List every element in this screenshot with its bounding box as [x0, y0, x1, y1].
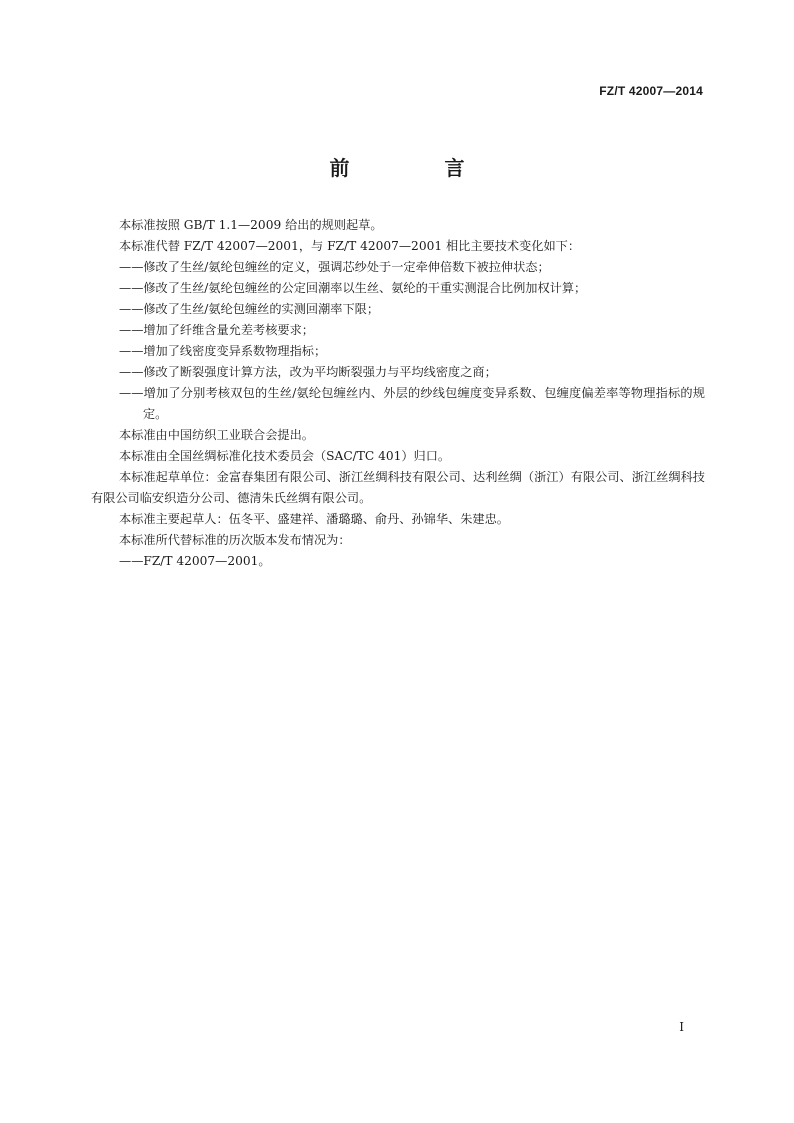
- list-item: ——修改了生丝/氨纶包缠丝的定义，强调芯纱处于一定牵伸倍数下被拉伸状态；: [119, 260, 550, 274]
- list-item: ——修改了断裂强度计算方法，改为平均断裂强力与平均线密度之商；: [119, 365, 497, 379]
- list-item: ——修改了生丝/氨纶包缠丝的公定回潮率以生丝、氨纶的干重实测混合比例加权计算；: [119, 281, 587, 295]
- standard-code: FZ/T 42007—2014: [599, 84, 703, 98]
- page-number: I: [679, 1020, 684, 1034]
- list-item: ——FZ/T 42007—2001。: [119, 554, 271, 568]
- paragraph-drafters: 本标准主要起草人：伍冬平、盛建祥、潘璐璐、俞丹、孙锦华、朱建忠。: [119, 512, 509, 526]
- paragraph-history-intro: 本标准所代替标准的历次版本发布情况为：: [119, 533, 351, 547]
- paragraph-proposer: 本标准由中国纺织工业联合会提出。: [119, 428, 314, 442]
- page-title: 前 言: [329, 156, 509, 180]
- list-item: ——修改了生丝/氨纶包缠丝的实测回潮率下限；: [119, 302, 380, 316]
- foreword-body: [91, 215, 705, 572]
- list-item: ——增加了分别考核双包的生丝/氨纶包缠丝内、外层的纱线包缠度变异系数、包缠度偏差率等物理指标的规定。: [119, 386, 705, 421]
- paragraph-replacement: 本标准代替 FZ/T 42007—2001，与 FZ/T 42007—2001 相比主要技术变化如下：: [119, 239, 581, 253]
- paragraph-drafting-rules: 本标准按照 GB/T 1.1—2009 给出的规则起草。: [119, 218, 383, 232]
- paragraph-committee: 本标准由全国丝绸标准化技术委员会（SAC/TC 401）归口。: [119, 449, 451, 463]
- list-item: ——增加了纤维含量允差考核要求；: [119, 323, 314, 337]
- list-item: ——增加了线密度变异系数物理指标；: [119, 344, 327, 358]
- paragraph-drafting-units: 本标准起草单位：金富春集团有限公司、浙江丝绸科技有限公司、达利丝绸（浙江）有限公司、浙江丝绸科技有限公司临安织造分公司、德清朱氏丝绸有限公司。: [91, 470, 705, 505]
